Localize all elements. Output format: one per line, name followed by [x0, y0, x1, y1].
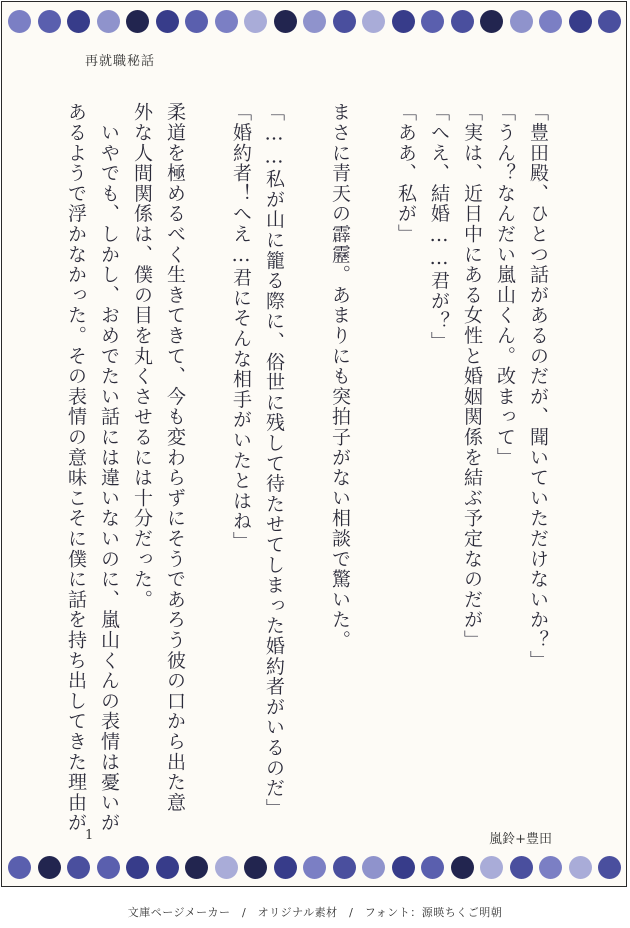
border-dot — [539, 10, 562, 33]
text-line: いやでも、しかし、おめでたい話には違いないのに、嵐山くんの表情は憂いが — [98, 102, 120, 833]
border-dot — [392, 856, 415, 879]
text-line: まさに青天の霹靂。あまりにも突拍子がない相談で驚いた。 — [329, 102, 351, 651]
dot-border-top — [2, 2, 626, 42]
tool-credit: 文庫ページメーカー / オリジナル素材 / フォント：源暎ちくご明朝 — [127, 906, 503, 919]
border-dot — [38, 856, 61, 879]
border-dot — [244, 10, 267, 33]
border-dot — [598, 856, 621, 879]
border-dot — [362, 10, 385, 33]
border-dot — [333, 856, 356, 879]
border-dot — [8, 856, 31, 879]
text-line: 「豊田殿、ひとつ話があるのだが、聞いていただけないか？」 — [527, 102, 549, 671]
border-dot — [362, 856, 385, 879]
text-line: 「……私が山に籠る際に、俗世に残して待たせてしまった婚約者がいるのだ」 — [263, 102, 285, 819]
border-dot — [510, 856, 533, 879]
border-dot — [67, 856, 90, 879]
border-dot — [215, 10, 238, 33]
text-line: 「実は、近日中にある女性と婚姻関係を結ぶ予定なのだが」 — [461, 102, 483, 651]
text-line — [194, 102, 222, 802]
text-line: あるようで浮かなかった。その表情の意味こそに僕に話を持ち出してきた理由が — [65, 102, 87, 833]
vertical-text-body — [65, 102, 552, 833]
border-dot — [598, 10, 621, 33]
page-number: 1 — [85, 828, 94, 843]
border-dot — [303, 856, 326, 879]
story-title: 再就職秘話 — [85, 54, 156, 69]
border-dot — [67, 10, 90, 33]
border-dot — [185, 10, 208, 33]
border-dot — [392, 10, 415, 33]
border-dot — [421, 856, 444, 879]
border-dot — [8, 10, 31, 33]
text-line: 外な人間関係は、僕の目を丸くさせるには十分だった。 — [131, 102, 153, 610]
border-dot — [274, 10, 297, 33]
border-dot — [480, 856, 503, 879]
book-page — [1, 1, 627, 887]
border-dot — [480, 10, 503, 33]
text-line: 「婚約者！へえ…君にそんな相手がいたとはね」 — [230, 102, 252, 552]
border-dot — [569, 856, 592, 879]
border-dot — [38, 10, 61, 33]
border-dot — [451, 10, 474, 33]
text-line: 「うん？なんだい嵐山くん。改まって」 — [494, 102, 516, 468]
text-line: 「ああ、私が」 — [395, 102, 417, 245]
border-dot — [97, 10, 120, 33]
border-dot — [451, 856, 474, 879]
border-dot — [156, 856, 179, 879]
border-dot — [274, 856, 297, 879]
dot-border-bottom — [2, 847, 626, 887]
text-line — [359, 102, 387, 802]
border-dot — [244, 856, 267, 879]
border-dot — [539, 856, 562, 879]
border-dot — [421, 10, 444, 33]
author-credit: 嵐鈴+豊田 — [489, 832, 552, 847]
text-line: 柔道を極めるべく生きてきて、今も変わらずにそうであろう彼の口から出た意 — [164, 102, 186, 813]
border-dot — [185, 856, 208, 879]
border-dot — [126, 856, 149, 879]
border-dot — [126, 10, 149, 33]
text-line: 「へえ、結婚……君が？」 — [428, 102, 450, 352]
border-dot — [303, 10, 326, 33]
text-line — [293, 102, 321, 802]
border-dot — [333, 10, 356, 33]
border-dot — [215, 856, 238, 879]
border-dot — [97, 856, 120, 879]
border-dot — [569, 10, 592, 33]
border-dot — [510, 10, 533, 33]
border-dot — [156, 10, 179, 33]
